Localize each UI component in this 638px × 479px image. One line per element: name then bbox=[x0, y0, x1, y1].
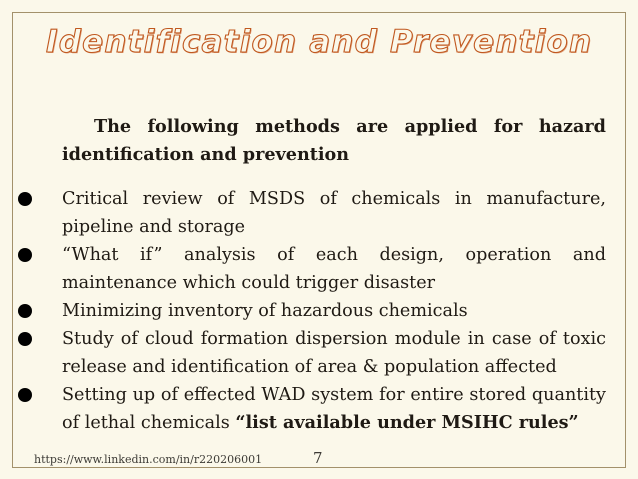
list-item-emphasis: “list available under MSIHC rules” bbox=[235, 412, 579, 433]
list-item-line-1: Study of cloud formation dispersion module in case of toxic bbox=[62, 329, 606, 349]
list-item-line-2: release and identification of area & population affected bbox=[62, 357, 557, 377]
bullet-dot-icon bbox=[18, 304, 32, 318]
intro-line-2: identification and prevention bbox=[62, 144, 350, 165]
list-item-line-2: maintenance which could trigger disaster bbox=[62, 273, 436, 293]
list-item-line-1: Critical review of MSDS of chemicals in manufacture, bbox=[62, 189, 606, 209]
list-item bbox=[62, 185, 606, 241]
list-item-line-1: Minimizing inventory of hazardous chemicals bbox=[62, 301, 468, 321]
list-item-line-1: “What if” analysis of each design, operation and bbox=[62, 245, 606, 265]
page-number: 7 bbox=[313, 449, 323, 467]
footer-url: https://www.linkedin.com/in/r220206001 bbox=[34, 453, 263, 466]
list-item bbox=[62, 325, 606, 381]
bullet-dot-icon bbox=[18, 332, 32, 346]
bullet-dot-icon bbox=[18, 192, 32, 206]
bullet-dot-icon bbox=[18, 248, 32, 262]
bullet-dot-icon bbox=[18, 388, 32, 402]
intro-paragraph bbox=[62, 113, 606, 169]
list-item-line-2: pipeline and storage bbox=[62, 217, 246, 237]
list-item-line-2-text: of lethal chemicals bbox=[62, 413, 236, 433]
list-item bbox=[62, 297, 606, 325]
list-item-line-1: Setting up of effected WAD system for entire stored quantity bbox=[62, 385, 606, 405]
intro-line-1: The following methods are applied for hazard bbox=[94, 116, 606, 137]
list-item bbox=[62, 381, 606, 437]
slide-title: Identification and Prevention bbox=[46, 24, 593, 60]
list-item-line-2 bbox=[62, 409, 606, 437]
list-item bbox=[62, 241, 606, 297]
